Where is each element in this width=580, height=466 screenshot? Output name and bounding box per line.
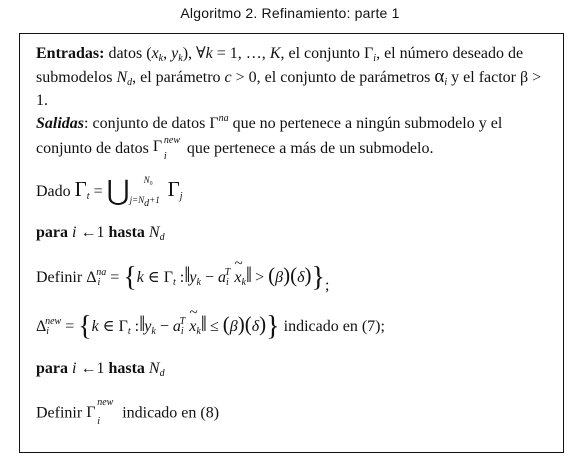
- outputs-label: Salidas: [36, 115, 85, 132]
- line-for-1: para i ←1 hasta $N_d$: [36, 224, 165, 243]
- line-define-gamma-new: Definir Γ new i indicado en (8): [36, 397, 220, 427]
- define-keyword-2: Definir: [36, 404, 83, 422]
- for-keyword-2: para: [36, 360, 68, 377]
- line-for-2: para i ←1 hasta $N_d$: [36, 360, 165, 379]
- inputs-paragraph: Entradas: datos ($x_k$, $y_k$), ∀k = 1, …, K, el conjunto $\Gamma_i$, el número deseado de submodelos $N_d$, el parámetro c > 0, el conjunto de parámetros $\alpha_i$ y el factor β > 1.: [36, 45, 542, 109]
- gamma-new-reference: indicado en (8): [122, 404, 220, 422]
- inputs-label: Entradas:: [36, 45, 105, 62]
- line-given: Dado $\Gamma_t$ = ⋃ N₀ $j=N_d+1$ $\Gamma_j$: [36, 175, 183, 210]
- line-define-delta-new: $\Delta_i^{new} = \{k$ ∈ $\Gamma_t$ $:‖y_k - a_i^T$ ~ $x_k‖ \le (\beta)(\delta)$} indicado en (7);: [36, 311, 385, 343]
- for-keyword-1: para: [36, 224, 68, 241]
- given-keyword: Dado: [36, 183, 71, 200]
- line-define-delta-na: Definir $\Delta_i^{na} = \{k$ ∈ $\Gamma_t$ $:‖y_k - a_i^T$ ~ $x_k‖ > (\beta)(\delta)$};: [36, 262, 329, 295]
- outputs-paragraph: Salidas: conjunto de datos $\Gamma^{na}$ que no pertenece a ningún submodelo y el conjunto de datos Γ new i que pertenece a más de un submodelo.: [36, 113, 503, 162]
- to-keyword-2: hasta: [108, 360, 145, 377]
- delta-new-reference: indicado en (7);: [283, 318, 385, 335]
- define-keyword-1: Definir: [36, 269, 83, 286]
- algorithm-title: Algoritmo 2. Refinamiento: parte 1: [180, 5, 400, 21]
- to-keyword-1: hasta: [108, 224, 145, 241]
- algorithm-box: [19, 33, 564, 453]
